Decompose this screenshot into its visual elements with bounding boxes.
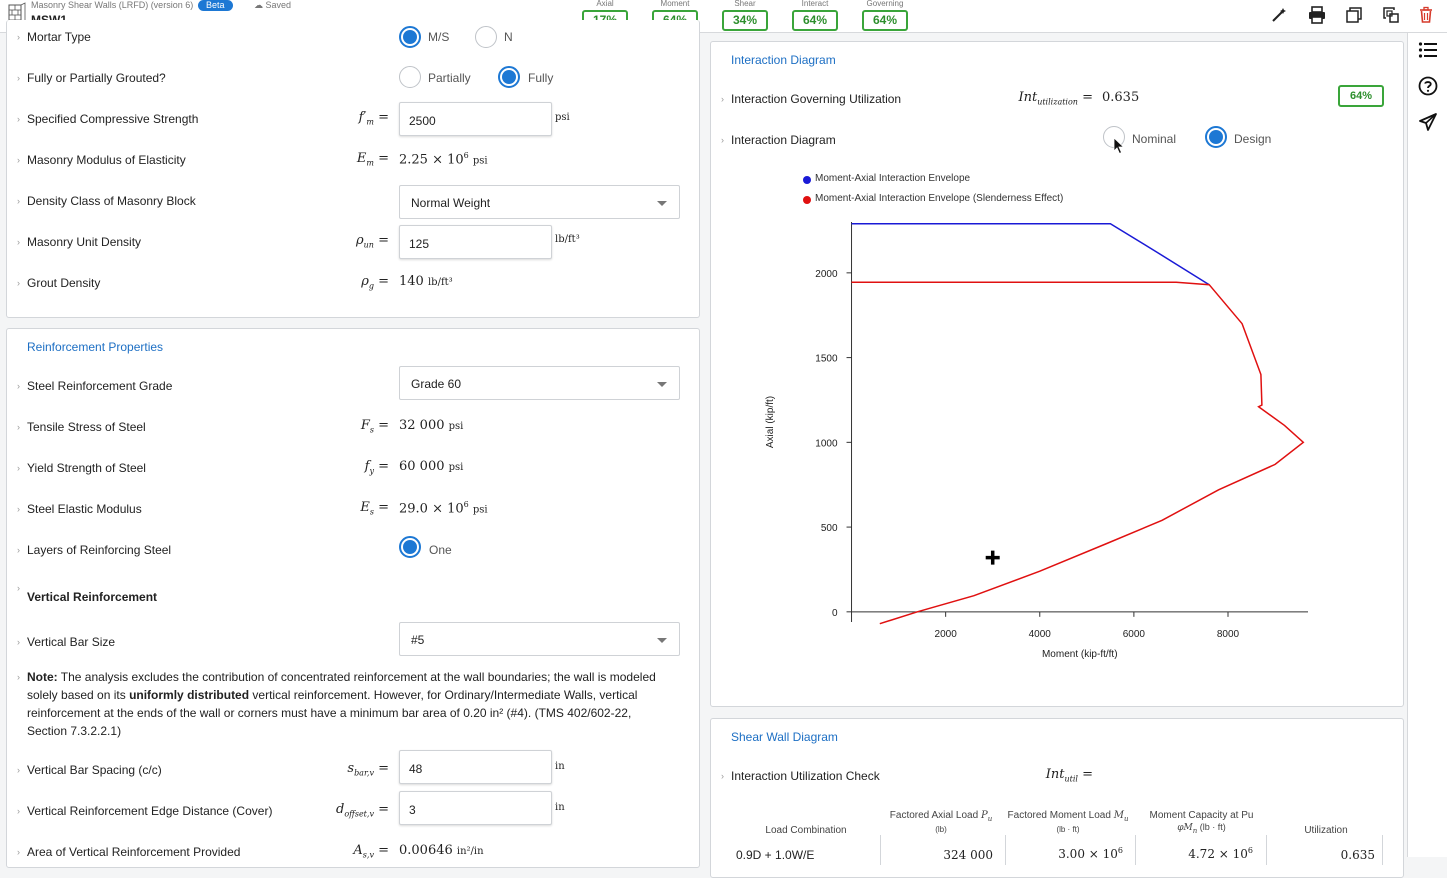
th-load-combination: Load Combination bbox=[765, 825, 847, 836]
symbol-sbar: $s_{bar,v}$ = bbox=[347, 761, 389, 778]
chevron-right-icon[interactable]: › bbox=[17, 545, 20, 555]
section-title-reinforcement: Reinforcement Properties bbox=[27, 340, 164, 354]
symbol-int-util: Int$_{util}$ = bbox=[1045, 767, 1093, 784]
cell-utilization: 0.635 bbox=[1340, 848, 1375, 862]
bar-size-select[interactable]: #5 bbox=[399, 622, 680, 656]
governing-utilization-value: 0.635 bbox=[1102, 90, 1140, 105]
chevron-right-icon[interactable]: › bbox=[17, 278, 20, 288]
bar-spacing-input[interactable]: 48 bbox=[399, 750, 552, 784]
row-bar-size: › Vertical Bar Size #5 bbox=[7, 631, 699, 655]
th-moment-capacity: Moment Capacity at Pu bbox=[1149, 810, 1254, 821]
th-moment-capacity-unit: $\varphi M_n$ (lb · ft) bbox=[1177, 822, 1226, 835]
legend-label-slenderness: Moment-Axial Interaction Envelope (Slenderness Effect) bbox=[815, 193, 1064, 204]
cell-capacity: $4.72 \times 10^6$ bbox=[1188, 846, 1253, 861]
cell-load-combination: 0.9D + 1.0W/E bbox=[736, 848, 815, 862]
governing-utilization-badge: 64% bbox=[1338, 85, 1384, 107]
copy-icon[interactable] bbox=[1345, 6, 1363, 24]
cell-moment: $3.00 \times 10^6$ bbox=[1058, 846, 1123, 861]
row-unit-density: › Masonry Unit Density $\rho_{un}$ = 125 lb/ft³ bbox=[7, 231, 699, 255]
chevron-right-icon[interactable]: › bbox=[17, 32, 20, 42]
chevron-right-icon[interactable]: › bbox=[17, 381, 20, 391]
chevron-right-icon[interactable]: › bbox=[17, 504, 20, 514]
th-utilization: Utilization bbox=[1304, 825, 1348, 836]
symbol-rho-g: $\rho_g$ = bbox=[361, 274, 389, 291]
row-yield-strength: › Yield Strength of Steel $f_y$ = 60 000 psi bbox=[17, 459, 464, 476]
chevron-right-icon[interactable]: › bbox=[17, 806, 20, 816]
yield-strength-value: 60 000 psi bbox=[399, 459, 464, 474]
beta-badge: Beta bbox=[198, 0, 233, 11]
chevron-right-icon[interactable]: › bbox=[17, 583, 20, 593]
symbol-fm: $f'_m$ = bbox=[358, 110, 389, 127]
radio-grouted-fully[interactable] bbox=[498, 66, 520, 88]
masonry-properties-panel bbox=[6, 20, 700, 318]
row-bar-spacing: › Vertical Bar Spacing (c/c) $s_{bar,v}$ = 48 in bbox=[7, 759, 699, 783]
radio-diagram-design[interactable] bbox=[1205, 126, 1227, 148]
area-provided-value: 0.00646 in²/in bbox=[399, 843, 484, 858]
unit-density-input[interactable]: 125 bbox=[399, 225, 552, 259]
section-title-interaction: Interaction Diagram bbox=[731, 53, 836, 67]
chevron-down-icon bbox=[657, 382, 667, 387]
row-modulus-elasticity: › Masonry Modulus of Elasticity $E_m$ = $2.25 \times 10^6$ psi bbox=[17, 151, 488, 168]
row-area-provided: › Area of Vertical Reinforcement Provided $A_{s,v}$ = 0.00646 in²/in bbox=[17, 843, 484, 860]
y-tick-label: 0 bbox=[831, 607, 838, 619]
chevron-right-icon[interactable]: › bbox=[721, 94, 724, 104]
x-tick-label: 2000 bbox=[934, 628, 957, 640]
cloud-icon: ☁ bbox=[254, 0, 263, 10]
row-vertical-reinforcement: › Vertical Reinforcement bbox=[17, 583, 158, 604]
reinforcement-properties-panel bbox=[6, 328, 700, 868]
chevron-right-icon[interactable]: › bbox=[721, 135, 724, 145]
row-edge-distance: › Vertical Reinforcement Edge Distance (Cover) $d_{offset,v}$ = 3 in bbox=[7, 800, 699, 824]
row-steel-elastic-modulus: › Steel Elastic Modulus $E_s$ = $29.0 \times 10^6$ psi bbox=[17, 500, 488, 517]
section-title-shear-wall: Shear Wall Diagram bbox=[731, 730, 838, 744]
row-layers: › Layers of Reinforcing Steel One bbox=[7, 539, 699, 563]
th-factored-moment: Factored Moment Load $M_u$ bbox=[1007, 810, 1129, 823]
symbol-doffset: $d_{offset,v}$ = bbox=[336, 802, 389, 819]
tensile-stress-value: 32 000 psi bbox=[399, 418, 464, 433]
y-tick-label: 1000 bbox=[815, 438, 838, 450]
table-divider bbox=[1005, 835, 1006, 865]
chevron-right-icon[interactable]: › bbox=[721, 771, 724, 781]
table-divider bbox=[1135, 835, 1136, 865]
row-tensile-stress: › Tensile Stress of Steel $F_s$ = 32 000 psi bbox=[17, 418, 464, 435]
table-divider bbox=[1382, 835, 1383, 865]
chevron-right-icon[interactable]: › bbox=[17, 672, 20, 682]
series-line-0 bbox=[852, 224, 1210, 285]
duplicate-icon[interactable] bbox=[1382, 6, 1400, 24]
chevron-right-icon[interactable]: › bbox=[17, 847, 20, 857]
row-governing-utilization: › Interaction Governing Utilization Int$_{utilization}$ = 0.635 64% bbox=[711, 88, 1403, 112]
saved-label: Saved bbox=[265, 0, 292, 10]
th-factored-moment-unit: (lb · ft) bbox=[1056, 825, 1080, 834]
magic-wand-icon[interactable] bbox=[1270, 6, 1288, 24]
send-icon[interactable] bbox=[1418, 112, 1438, 132]
chevron-right-icon[interactable]: › bbox=[17, 196, 20, 206]
row-utilization-check: › Interaction Utilization Check Int$_{util}$ = bbox=[721, 767, 1093, 784]
interaction-chart bbox=[751, 202, 1381, 662]
chevron-down-icon bbox=[657, 638, 667, 643]
cell-axial: 324 000 bbox=[943, 848, 993, 862]
metric-moment[interactable]: Moment bbox=[652, 0, 698, 31]
chevron-right-icon[interactable]: › bbox=[17, 422, 20, 432]
symbol-int-utilization: Int$_{utilization}$ = bbox=[1018, 90, 1093, 107]
saved-status bbox=[254, 0, 291, 11]
symbol-em: $E_m$ = bbox=[356, 151, 389, 168]
radio-mortar-ms[interactable] bbox=[399, 26, 421, 48]
row-density-class: › Density Class of Masonry Block Normal Weight bbox=[7, 190, 699, 214]
chevron-right-icon[interactable]: › bbox=[17, 73, 20, 83]
app-name: Masonry Shear Walls (LRFD) (version 6) bbox=[31, 0, 194, 10]
legend-label-envelope: Moment-Axial Interaction Envelope bbox=[815, 173, 971, 184]
shear-wall-diagram-panel bbox=[710, 718, 1404, 878]
x-axis-label: Moment (kip-ft/ft) bbox=[1041, 648, 1118, 660]
row-grout-density: › Grout Density $\rho_g$ = 140 lb/ft³ bbox=[17, 274, 453, 291]
row-steel-grade: › Steel Reinforcement Grade Grade 60 bbox=[7, 375, 699, 399]
metric-axial[interactable]: Axial bbox=[582, 0, 628, 31]
edge-distance-input[interactable]: 3 bbox=[399, 791, 552, 825]
metric-shear[interactable]: Shear 34% bbox=[722, 0, 768, 31]
steel-elastic-modulus-value: $29.0 \times 10^6$ psi bbox=[399, 500, 488, 517]
chevron-right-icon[interactable]: › bbox=[17, 463, 20, 473]
symbol-fs: $F_s$ = bbox=[360, 418, 389, 435]
x-tick-label: 8000 bbox=[1216, 628, 1240, 640]
print-icon[interactable] bbox=[1308, 6, 1326, 24]
symbol-rho-un: $\rho_{un}$ = bbox=[356, 233, 389, 250]
radio-mortar-n[interactable] bbox=[475, 26, 497, 48]
load-point-marker bbox=[986, 551, 1000, 565]
compressive-strength-input[interactable]: 2500 bbox=[399, 102, 552, 136]
y-tick-label: 2000 bbox=[815, 268, 838, 280]
row-mortar-type: › Mortar Type M/S N bbox=[7, 26, 699, 50]
radio-grouted-partially[interactable] bbox=[399, 66, 421, 88]
legend-marker-envelope bbox=[803, 176, 811, 184]
chevron-right-icon[interactable]: › bbox=[17, 637, 20, 647]
row-diagram-type: › Interaction Diagram Nominal Design bbox=[711, 129, 1403, 153]
y-axis-label: Axial (kip/ft) bbox=[765, 395, 776, 449]
interaction-diagram-panel bbox=[710, 41, 1404, 707]
chevron-right-icon[interactable]: › bbox=[17, 237, 20, 247]
metric-governing[interactable]: Governing 64% bbox=[862, 0, 908, 31]
radio-layers-one[interactable] bbox=[399, 536, 421, 558]
modulus-elasticity-value: $2.25 \times 10^6$ psi bbox=[399, 151, 488, 168]
row-compressive-strength: › Specified Compressive Strength $f'_m$ = 2500 psi bbox=[7, 108, 699, 132]
chevron-down-icon bbox=[657, 201, 667, 206]
chevron-right-icon[interactable]: › bbox=[17, 114, 20, 124]
th-factored-axial-unit: (lb) bbox=[935, 825, 947, 834]
th-factored-axial: Factored Axial Load $P_u$ bbox=[889, 810, 993, 823]
series-line-1 bbox=[852, 282, 1304, 624]
chevron-right-icon[interactable]: › bbox=[17, 765, 20, 775]
steel-grade-select[interactable]: Grade 60 bbox=[399, 366, 680, 400]
x-tick-label: 6000 bbox=[1122, 628, 1146, 640]
right-sidebar bbox=[1407, 33, 1447, 857]
grout-density-value: 140 lb/ft³ bbox=[399, 274, 453, 289]
symbol-asv: $A_{s,v}$ = bbox=[353, 843, 389, 860]
metric-interact[interactable]: Interact 64% bbox=[792, 0, 838, 31]
mouse-cursor-icon bbox=[1113, 137, 1125, 155]
symbol-es: $E_s$ = bbox=[360, 500, 389, 517]
x-tick-label: 4000 bbox=[1028, 628, 1051, 640]
density-class-select[interactable]: Normal Weight bbox=[399, 185, 680, 219]
symbol-fy: $f_y$ = bbox=[364, 459, 389, 476]
help-icon[interactable] bbox=[1418, 76, 1438, 96]
trash-icon[interactable] bbox=[1417, 6, 1435, 24]
list-icon[interactable] bbox=[1418, 41, 1438, 59]
y-tick-label: 500 bbox=[820, 523, 838, 535]
note-text: Note: The analysis excludes the contribution of concentrated reinforcement at the wall boundaries; the wall is modeled solely based on its uniformly distributed vertical reinforcement. However, for Ordinary/Intermediate Walls, vertical reinforcement at the ends of the wall or corners must have a minimum bar area of 0.20 in² (#4). (TMS 402/602-22, Section 7.3.2.2.1) bbox=[27, 670, 656, 738]
chevron-right-icon[interactable]: › bbox=[17, 155, 20, 165]
row-grouted: › Fully or Partially Grouted? Partially Fully bbox=[7, 67, 699, 91]
y-tick-label: 1500 bbox=[815, 353, 838, 365]
